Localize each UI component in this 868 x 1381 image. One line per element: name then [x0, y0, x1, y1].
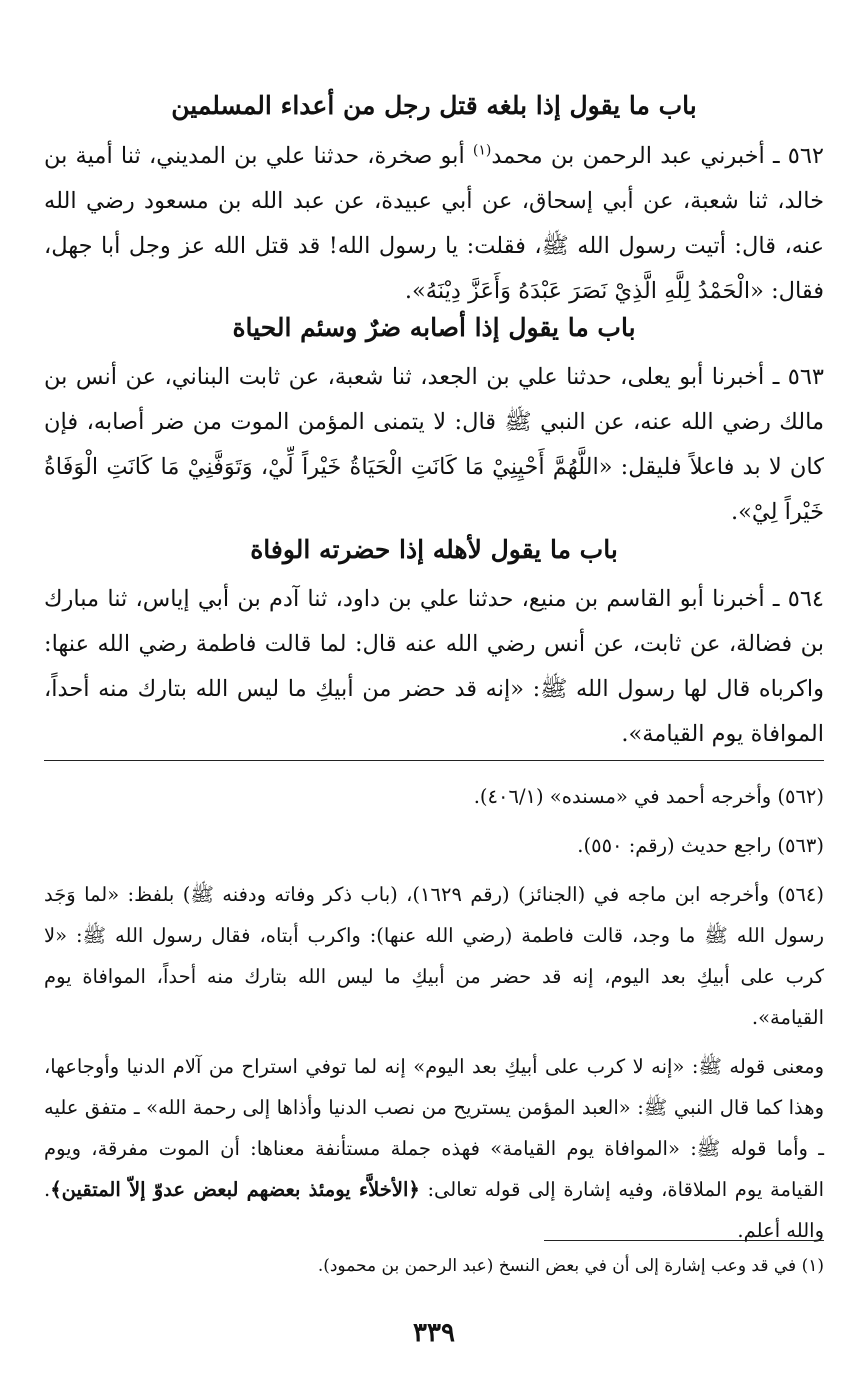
- hadith-text-562-a: ـ أخبرني عبد الرحمن بن محمد: [491, 143, 780, 169]
- hadith-text-562-b: أبو صخرة، حدثنا علي بن المديني، ثنا أمية بن خالد، ثنا شعبة، عن أبي إسحاق، عن أبي عبيدة، عن عبد الله بن مسعود رضي الله عنه، قال: أتيت رسول الله ﷺ، فقلت: يا رسول الله! قد قتل الله عز وجل أبا جهل، فقال: «الْحَمْدُ لِلَّهِ الَّذِيْ نَصَرَ عَبْدَهُ وَأَعَزَّ دِيْنَهُ».: [44, 143, 824, 304]
- hadith-564: [44, 577, 824, 757]
- chapter-heading-564: باب ما يقول لأهله إذا حضرته الوفاة: [250, 535, 618, 564]
- notes-block: [44, 776, 824, 1251]
- chapter-heading-563: باب ما يقول إذا أصابه ضرٌ وسئم الحياة: [232, 313, 636, 342]
- hadith-text-563: ـ أخبرنا أبو يعلى، حدثنا علي بن الجعد، ثنا شعبة، عن ثابت البناني، عن أنس بن مالك رضي الله عنه، عن النبي ﷺ قال: لا يتمنى المؤمن الموت من ضر أصابه، فإن كان لا بد فاعلاً فليقل: «اللَّهُمَّ أَحْيِنِيْ مَا كَانَتِ الْحَيَاةُ خَيْراً لِّيْ، وَتَوَفَّنِيْ مَا كَانَتِ الْوَفَاةُ خَيْراً لِيْ».: [44, 364, 824, 525]
- commentary: [44, 1046, 824, 1251]
- hadith-number-564: ٥٦٤: [787, 586, 824, 612]
- note-562: (٥٦٢) وأخرجه أحمد في «مسنده» (٤٠٦/١).: [473, 785, 824, 808]
- hadith-number-563: ٥٦٣: [787, 364, 825, 390]
- page-number: ٣٣٩: [413, 1318, 455, 1348]
- footnote-divider: [544, 1240, 824, 1241]
- quran-verse: ﴿الأخلاَّء يومئذ بعضهم لبعض عدوّ إلاّ المتقين﴾: [50, 1178, 420, 1201]
- commentary-ending: . والله أعلم.: [44, 1178, 824, 1242]
- notes-divider: [44, 760, 824, 761]
- hadith-563: [44, 355, 824, 535]
- footnote-marker: (١): [472, 142, 492, 159]
- commentary-text: ومعنى قوله ﷺ: «إنه لا كرب على أبيكِ بعد اليوم» إنه لما توفي استراح من آلام الدنيا وأوجاعها، وهذا كما قال النبي ﷺ: «العبد المؤمن يستريح من نصب الدنيا وأذاها إلى رحمة الله» ـ متفق عليه ـ وأما قوله ﷺ: «الموافاة يوم القيامة» فهذه جملة مستأنفة معناها: أن الموت مفرقة، ويوم القيامة يوم الملاقاة، وفيه إشارة إلى قوله تعالى:: [44, 1055, 824, 1201]
- note-564: (٥٦٤) وأخرجه ابن ماجه في (الجنائز) (رقم ١٦٢٩)، (باب ذكر وفاته ودفنه ﷺ) بلفظ: «لما وَجَد رسول الله ﷺ ما وجد، قالت فاطمة (رضي الله عنها): واكرب أبتاه، فقال رسول الله ﷺ: «لا كرب على أبيكِ بعد اليوم، إنه قد حضر من أبيكِ ما ليس الله بتارك منه أحداً، الموافاة يوم القيامة».: [44, 883, 825, 1029]
- note-563: (٥٦٣) راجع حديث (رقم: ٥٥٠).: [577, 834, 824, 857]
- hadith-562: [44, 134, 824, 314]
- footnote-1: (١) في قد وعب إشارة إلى أن في بعض النسخ (عبد الرحمن بن محمود).: [317, 1256, 824, 1276]
- chapter-heading-562: باب ما يقول إذا بلغه قتل رجل من أعداء المسلمين: [171, 91, 697, 120]
- hadith-number-562: ٥٦٢: [787, 143, 825, 169]
- hadith-text-564: ـ أخبرنا أبو القاسم بن منيع، حدثنا علي بن داود، ثنا آدم بن أبي إياس، ثنا مبارك بن فضالة، عن ثابت، عن أنس رضي الله عنه قال: لما قالت فاطمة رضي الله عنها: واكرباه قال لها رسول الله ﷺ: «إنه قد حضر من أبيكِ ما ليس الله بتارك منه أحداً، الموافاة يوم القيامة».: [44, 586, 824, 747]
